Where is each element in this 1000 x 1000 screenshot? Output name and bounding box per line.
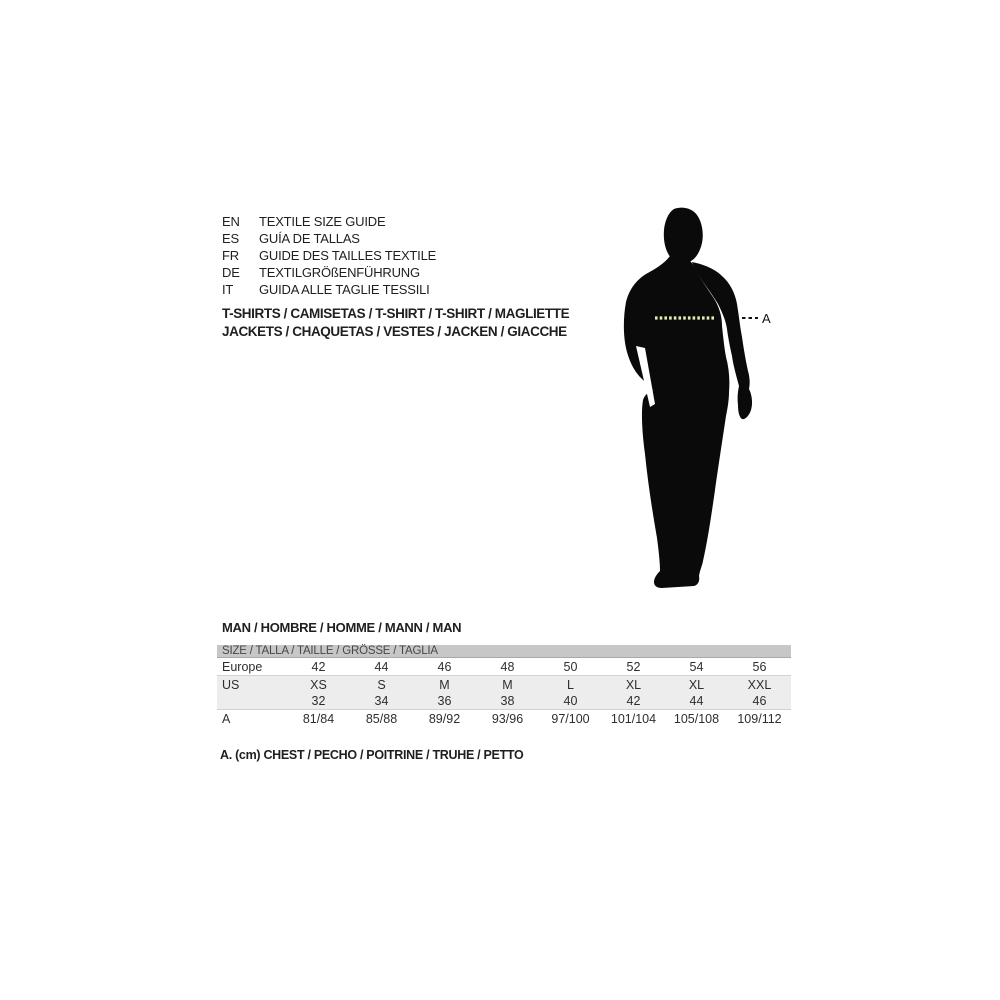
language-code: FR: [222, 248, 239, 263]
size-cell: 54: [689, 659, 704, 674]
size-cell: M: [439, 677, 450, 692]
language-label: TEXTILGRÖßENFÜHRUNG: [259, 265, 420, 280]
language-label: GUIDA ALLE TAGLIE TESSILI: [259, 282, 430, 297]
silhouette-head: [664, 208, 703, 264]
size-cell: 38: [500, 694, 515, 708]
language-row-it: [222, 281, 436, 298]
size-cell: 44: [689, 694, 704, 708]
language-row-fr: [222, 247, 436, 264]
size-cell: 40: [563, 694, 578, 708]
size-cell: 32: [311, 694, 326, 708]
language-row-en: [222, 213, 436, 230]
section-title-man: MAN / HOMBRE / HOMME / MANN / MAN: [222, 620, 462, 635]
size-cell: XXL: [747, 677, 772, 692]
size-cell: 101/104: [610, 711, 657, 726]
language-code: ES: [222, 231, 239, 246]
language-code: EN: [222, 214, 240, 229]
size-table: [217, 645, 791, 727]
size-cell: 42: [311, 659, 326, 674]
size-cell: 97/100: [551, 711, 590, 726]
table-row-chest: [217, 710, 791, 727]
language-label: GUIDE DES TAILLES TEXTILE: [259, 248, 437, 263]
row-label: Europe: [222, 659, 263, 674]
table-row-us: [217, 676, 791, 693]
measure-label-a: A: [762, 311, 771, 326]
size-cell: 81/84: [302, 711, 335, 726]
category-line-jackets: JACKETS / CHAQUETAS / VESTES / JACKEN / GIACCHE: [222, 324, 567, 339]
table-row-numeric: [217, 693, 791, 709]
size-cell: 44: [374, 659, 389, 674]
language-label: GUÍA DE TALLAS: [259, 231, 360, 246]
table-row-europe: [217, 658, 791, 676]
size-cell: M: [502, 677, 513, 692]
size-cell: S: [377, 677, 386, 692]
size-cell: 89/92: [428, 711, 461, 726]
size-cell: 36: [437, 694, 452, 708]
size-cell: 52: [626, 659, 641, 674]
language-row-de: [222, 264, 436, 281]
size-cell: 50: [563, 659, 578, 674]
measurement-footnote: A. (cm) CHEST / PECHO / POITRINE / TRUHE / PETTO: [220, 748, 524, 762]
language-code: DE: [222, 265, 240, 280]
row-label: A: [222, 711, 231, 726]
language-guide-list: [222, 213, 436, 298]
category-line-tshirts: T-SHIRTS / CAMISETAS / T-SHIRT / T-SHIRT / MAGLIETTE: [222, 306, 570, 321]
size-cell: 46: [437, 659, 452, 674]
size-cell: 109/112: [737, 711, 782, 726]
silhouette-body: [624, 256, 730, 588]
size-cell: 42: [626, 694, 641, 708]
language-row-es: [222, 230, 436, 247]
size-cell: XS: [310, 677, 327, 692]
table-shaded-group: [217, 676, 791, 710]
language-code: IT: [222, 282, 234, 297]
table-header: SIZE / TALLA / TAILLE / GRÖSSE / TAGLIA: [217, 645, 791, 658]
size-cell: 93/96: [491, 711, 524, 726]
man-silhouette-figure: [600, 200, 790, 600]
size-cell: 34: [374, 694, 389, 708]
row-label: US: [222, 677, 240, 692]
size-cell: 105/108: [673, 711, 720, 726]
category-heading: [222, 305, 569, 341]
size-cell: 46: [752, 694, 767, 708]
size-cell: 56: [752, 659, 767, 674]
size-cell: XL: [688, 677, 705, 692]
size-cell: 48: [500, 659, 515, 674]
language-label: TEXTILE SIZE GUIDE: [259, 214, 386, 229]
size-cell: 85/88: [365, 711, 398, 726]
size-cell: XL: [625, 677, 642, 692]
size-cell: L: [567, 677, 574, 692]
